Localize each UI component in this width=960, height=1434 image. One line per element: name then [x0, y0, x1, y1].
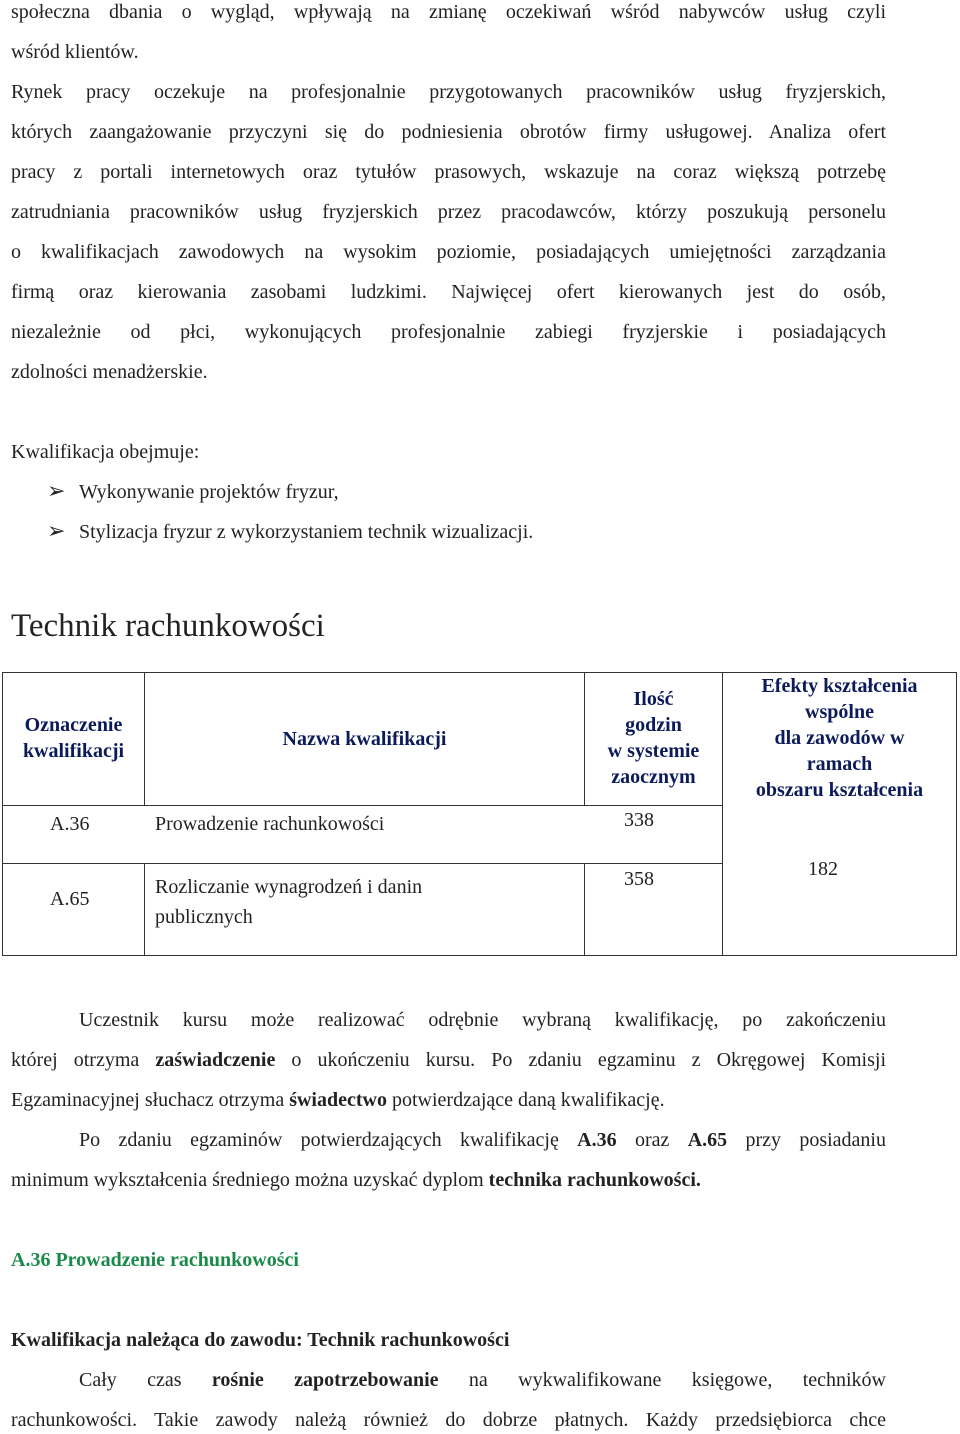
paragraph-line: o kwalifikacjach zawodowych na wysokim poziomie, posiadających umiejętności zarządzania — [11, 241, 886, 263]
paragraph-line: Uczestnik kursu może realizować odrębnie wybraną kwalifikację, po zakończeniu — [79, 1009, 886, 1031]
table-col-sep — [144, 864, 145, 956]
qualification-intro: Kwalifikacja obejmuje: — [11, 441, 200, 463]
header-code: Oznaczenie kwalifikacji — [22, 714, 125, 762]
section-title: Technik rachunkowości — [11, 608, 325, 644]
header-effects: Efekty kształcenia wspólne dla zawodów w ramach obszaru kształcenia — [755, 675, 924, 801]
table-row-sep — [2, 805, 723, 806]
arrow-bullet-icon: ➢ — [47, 478, 66, 503]
row-name: Prowadzenie rachunkowości — [155, 813, 385, 835]
row-code: A.65 — [50, 888, 90, 910]
paragraph-line: Cały czas rośnie zapotrzebowanie na wykwalifikowane księgowe, techników — [79, 1369, 886, 1391]
paragraph-line: Po zdaniu egzaminów potwierdzających kwalifikację A.36 oraz A.65 przy posiadaniu — [79, 1129, 886, 1151]
row-code: A.36 — [50, 813, 90, 835]
effects-value: 182 — [808, 858, 838, 880]
paragraph-line: których zaangażowanie przyczyni się do podniesienia obrotów firmy usługowej. Analiza ofert — [11, 121, 886, 143]
profession-heading: Kwalifikacja należąca do zawodu: Technik rachunkowości — [11, 1329, 510, 1351]
paragraph-line: społeczna dbania o wygląd, wpływają na zmianę oczekiwań wśród nabywców usług czyli — [11, 1, 886, 23]
paragraph-line: firmą oraz kierowania zasobami ludzkimi. Najwięcej ofert kierowanych jest do osób, — [11, 281, 886, 303]
header-name: Nazwa kwalifikacji — [282, 728, 447, 750]
table-col-sep — [584, 864, 585, 956]
paragraph-line: zdolności menadżerskie. — [11, 361, 208, 383]
paragraph-line: rachunkowości. Takie zawody należą również do dobrze płatnych. Każdy przedsiębiorca chce — [11, 1409, 886, 1431]
table-border-right — [956, 672, 957, 956]
subsection-heading: A.36 Prowadzenie rachunkowości — [11, 1249, 299, 1271]
paragraph-line: Rynek pracy oczekuje na profesjonalnie przygotowanych pracowników usług fryzjerskich, — [11, 81, 886, 103]
row-hours: 338 — [624, 809, 654, 831]
paragraph-line: minimum wykształcenia średniego można uzyskać dyplom technika rachunkowości. — [11, 1169, 701, 1191]
paragraph-line: wśród klientów. — [11, 41, 139, 63]
arrow-bullet-icon: ➢ — [47, 518, 66, 543]
row-hours: 358 — [624, 868, 654, 890]
paragraph-line: pracy z portali internetowych oraz tytułów prasowych, wskazuje na coraz większą potrzebę — [11, 161, 886, 183]
row-name: Rozliczanie wynagrodzeń i danin publicznych — [155, 876, 423, 928]
bullet-item: Wykonywanie projektów fryzur, — [79, 481, 339, 503]
table-border-bottom — [2, 955, 957, 956]
paragraph-line: Egzaminacyjnej słuchacz otrzyma świadectwo potwierdzające daną kwalifikację. — [11, 1089, 665, 1111]
bullet-item: Stylizacja fryzur z wykorzystaniem technik wizualizacji. — [79, 521, 534, 543]
paragraph-line: której otrzyma zaświadczenie o ukończeniu kursu. Po zdaniu egzaminu z Okręgowej Komisji — [11, 1049, 887, 1071]
paragraph-line: niezależnie od płci, wykonujących profesjonalnie zabiegi fryzjerskie i posiadających — [11, 321, 886, 343]
paragraph-line: zatrudniania pracowników usług fryzjerskich przez pracodawców, którzy poszukują personelu — [11, 201, 886, 223]
header-hours: Ilość godzin w systemie zaocznym — [607, 688, 700, 788]
table-row-sep — [2, 863, 723, 864]
